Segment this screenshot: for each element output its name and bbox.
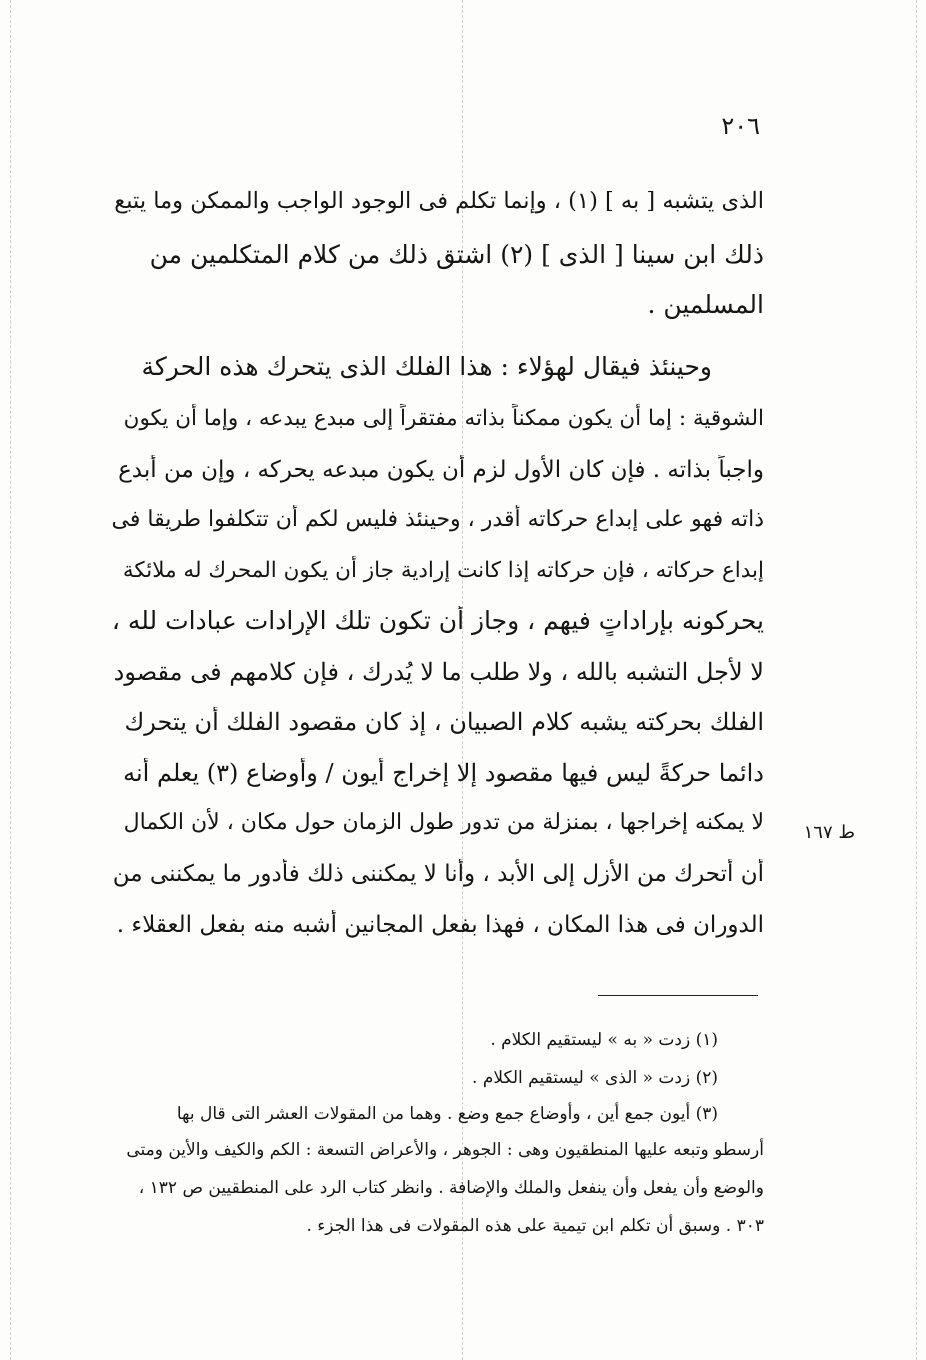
text-line: وحينئذ فيقال لهؤلاء : هذا الفلك الذى يتحرك هذه الحركة [141, 352, 712, 381]
text-line: لا لأجل التشبه بالله ، ولا طلب ما لا يُدرك ، فإن كلامهم فى مقصود [113, 658, 764, 686]
text-line: إبداع حركاته ، فإن حركاته إذا كانت إرادية جاز أن يكون المحرك له ملائكة [122, 558, 764, 583]
footnote-line: (٢) زدت « الذى » ليستقيم الكلام . [472, 1068, 718, 1088]
margin-note: ط ١٦٧ [803, 822, 855, 843]
text-line: ذلك ابن سينا [ الذى ] (٢) اشتق ذلك من كلام المتكلمين من [149, 240, 764, 269]
footnote-line: (٣) أيون جمع أين ، وأوضاع جمع وضع . وهما من المقولات العشر التى قال بها [176, 1104, 718, 1124]
text-line: ذاته فهو على إبداع حركاته أقدر ، وحينئذ فليس لكم أن تتكلفوا طريقا فى [112, 507, 764, 532]
text-line: الشوقية : إما أن يكون ممكناً بذاته مفتقراً إلى مبدع يبدعه ، وإما أن يكون [123, 406, 764, 431]
text-line: المسلمين . [647, 290, 764, 319]
text-line: واجباً بذاته . فإن كان الأول لزم أن يكون مبدعه يحركه ، وإن من أبدع [118, 457, 764, 483]
footnote-line: أرسطو وتبعه عليها المنطقيون وهى : الجوهر ، والأعراض التسعة : الكم والكيف والأين ومتى [126, 1140, 764, 1160]
text-line: دائما حركةً ليس فيها مقصود إلا إخراج أيون / وأوضاع (٣) يعلم أنه [123, 759, 764, 787]
footnote-line: ٣٠٣ . وسبق أن تكلم ابن تيمية على هذه المقولات فى هذا الجزء . [306, 1216, 764, 1236]
footnote-line: (١) زدت « به » ليستقيم الكلام . [490, 1030, 718, 1050]
text-line: يحركونه بإراداتٍ فيهم ، وجاز أن تكون تلك الإرادات عبادات لله ، [112, 606, 764, 635]
text-line: أن أتحرك من الأزل إلى الأبد ، وأنا لا يمكننى ذلك فأدور ما يمكننى من [112, 861, 764, 887]
text-line: الذى يتشبه [ به ] (١) ، وإنما تكلم فى الوجود الواجب والممكن وما يتبع [114, 188, 764, 214]
page-number: ٢٠٦ [721, 112, 760, 140]
text-line: لا يمكنه إخراجها ، بمنزلة من تدور طول الزمان حول مكان ، لأن الكمال [123, 810, 764, 835]
text-line: الدوران فى هذا المكان ، فهذا بفعل المجانين أشبه منه بفعل العقلاء . [116, 912, 764, 938]
scan-guide-line-right [916, 0, 917, 1360]
footnote-separator [598, 995, 758, 996]
scan-guide-line-left [10, 0, 11, 1360]
text-line: الفلك بحركته يشبه كلام الصبيان ، إذ كان مقصود الفلك أن يتحرك [124, 708, 764, 736]
footnote-line: والوضع وأن يفعل وأن ينفعل والملك والإضافة . وانظر كتاب الرد على المنطقيين ص ١٣٢ ، [138, 1178, 764, 1198]
